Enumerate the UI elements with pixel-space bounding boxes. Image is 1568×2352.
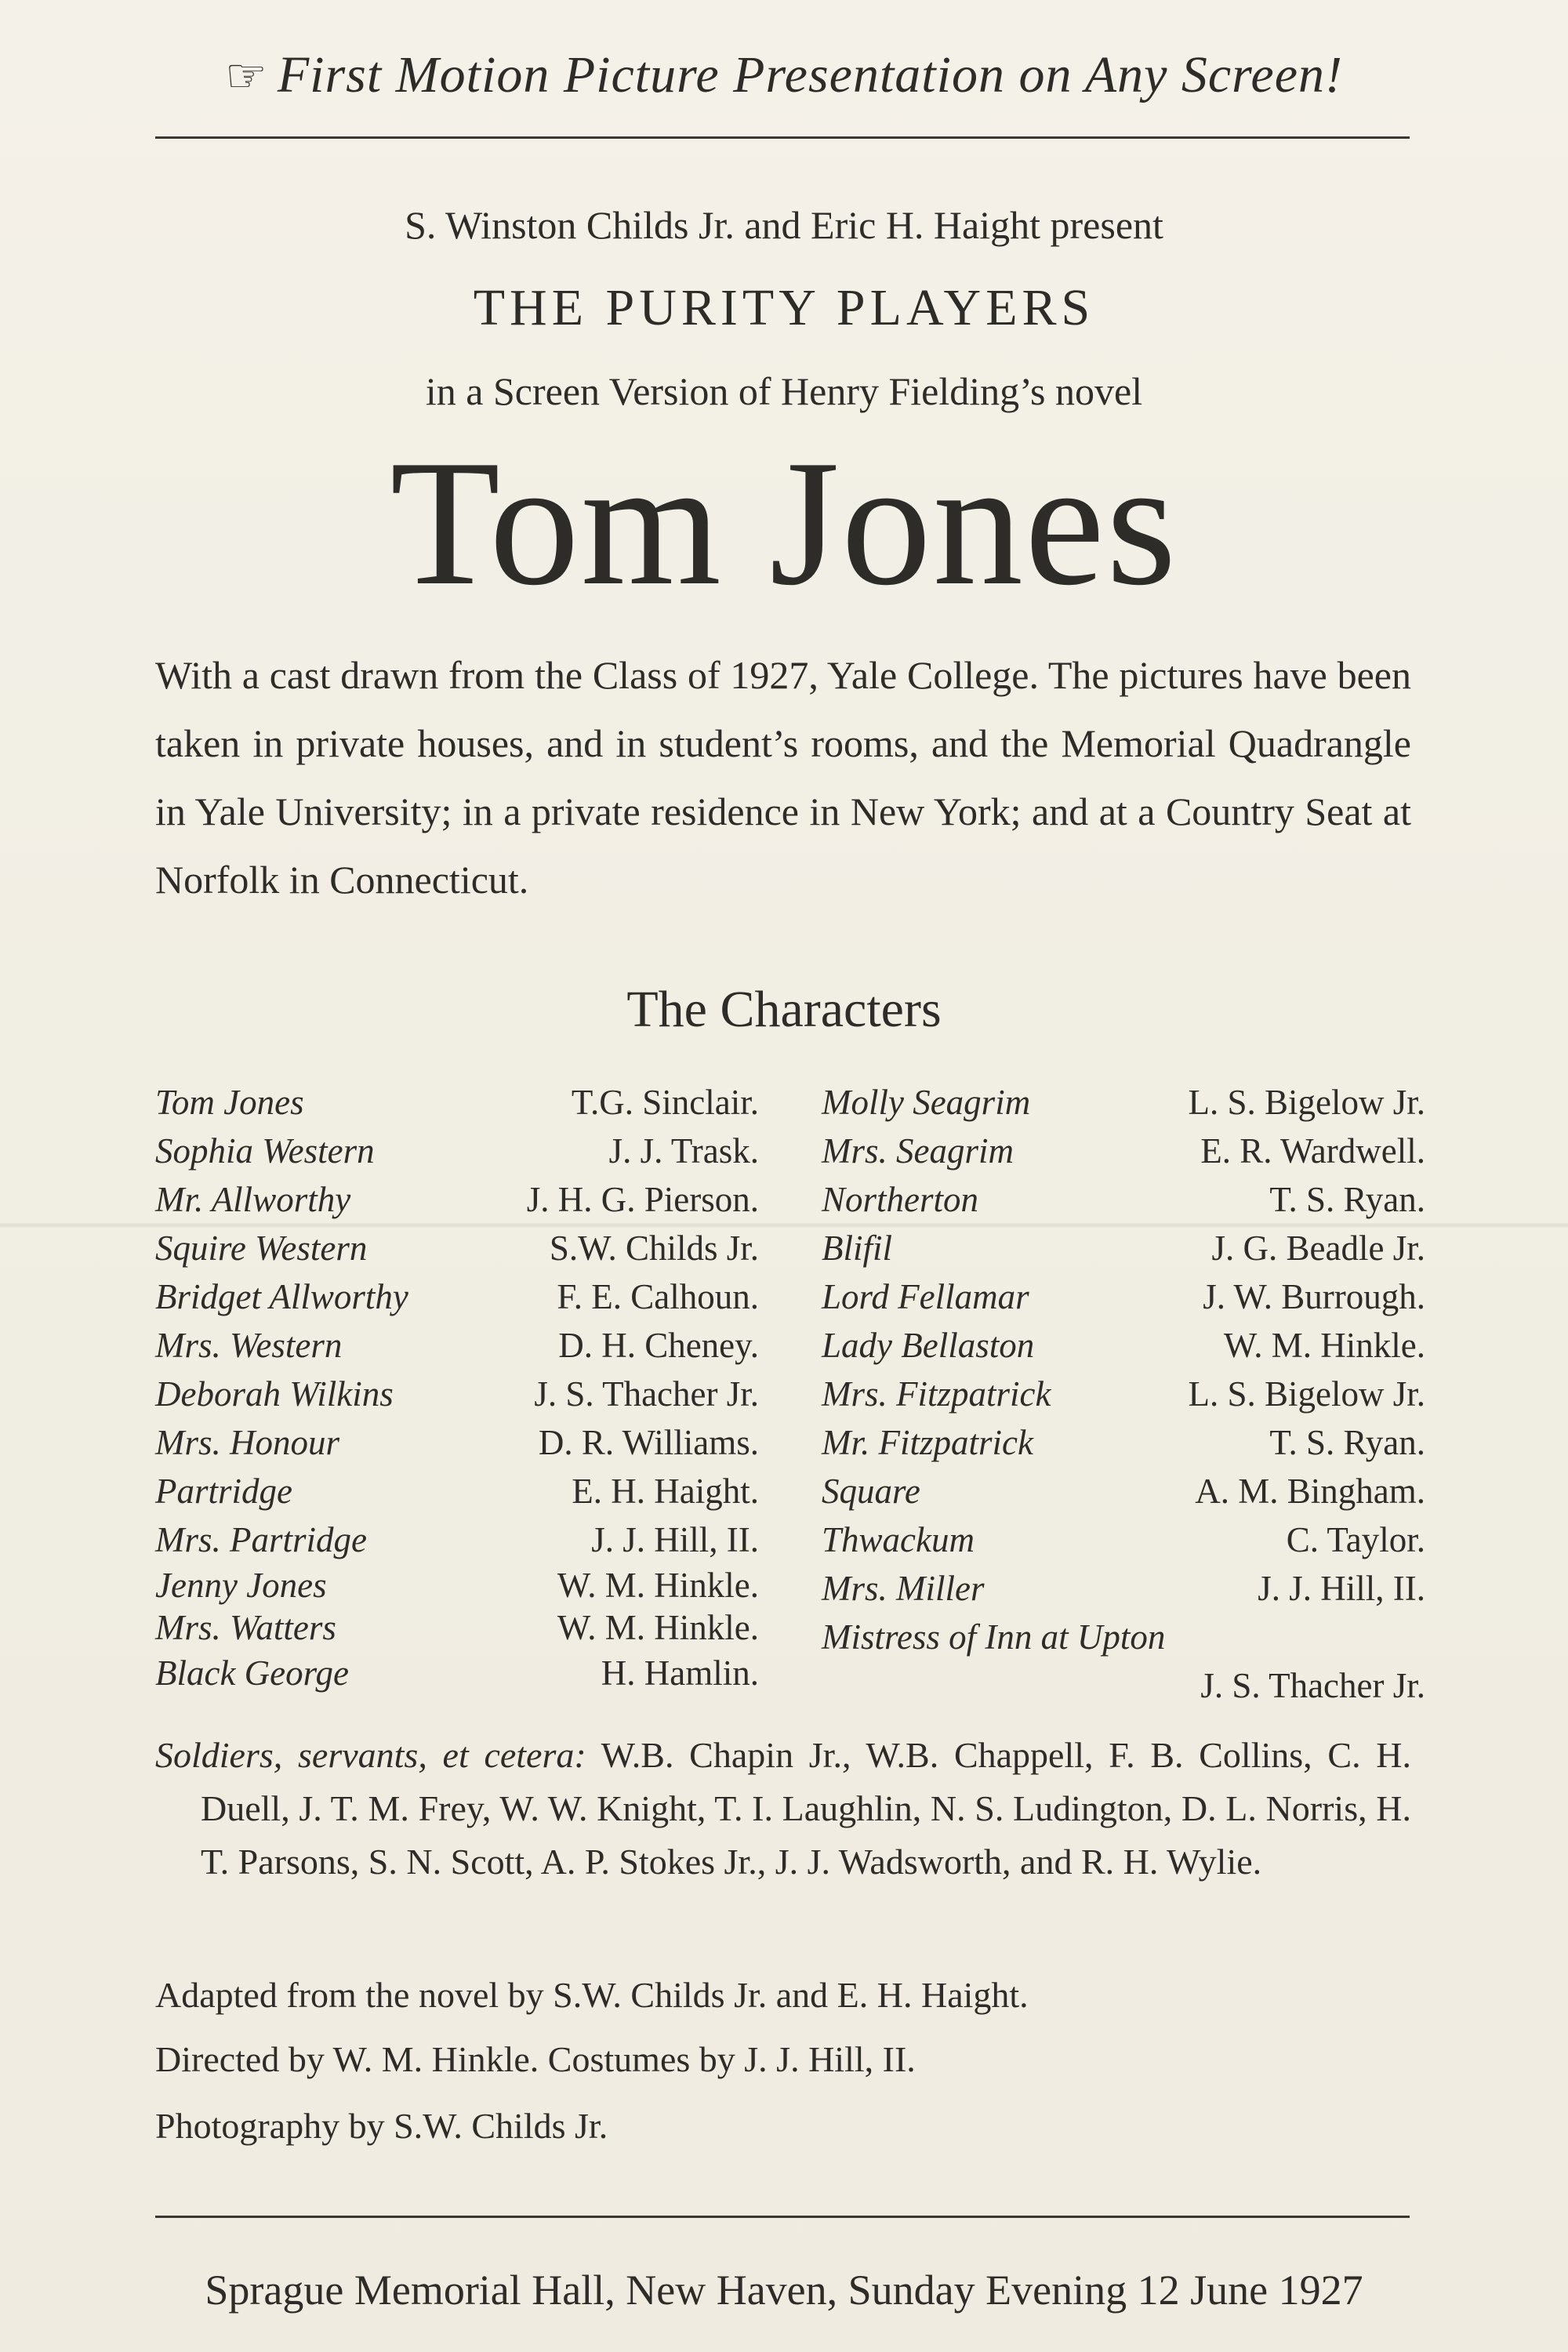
actor-name: A. M. Bingham. <box>1195 1472 1425 1511</box>
cast-row <box>155 1370 759 1418</box>
role-name: Jenny Jones <box>155 1566 327 1605</box>
role-name: Mrs. Miller <box>822 1569 985 1608</box>
cast-row <box>155 1272 759 1321</box>
cast-row <box>155 1649 759 1697</box>
actor-name: F. E. Calhoun. <box>557 1277 759 1316</box>
role-name: Lord Fellamar <box>822 1277 1029 1316</box>
actor-name: C. Taylor. <box>1286 1520 1425 1559</box>
extras-lead: Soldiers, servants, et cetera: <box>155 1735 586 1775</box>
role-name: Partridge <box>155 1472 292 1511</box>
cast-row <box>822 1224 1425 1272</box>
actor-name: D. R. Williams. <box>538 1423 759 1462</box>
role-name: Square <box>822 1472 920 1511</box>
role-name: Mistress of Inn at Upton <box>822 1617 1166 1657</box>
role-name: Deborah Wilkins <box>155 1374 394 1414</box>
banner <box>0 45 1568 105</box>
actor-name: J. W. Burrough. <box>1203 1277 1425 1316</box>
photography-credit: Photography by S.W. Childs Jr. <box>155 2106 608 2146</box>
adaptation-credit: Adapted from the novel by S.W. Childs Jr. and E. H. Haight. <box>155 1975 1029 2015</box>
role-name: Mrs. Fitzpatrick <box>822 1374 1051 1414</box>
role-name: Sophia Western <box>155 1131 375 1171</box>
actor-name: J. J. Hill, II. <box>591 1520 759 1559</box>
cast-row <box>822 1564 1425 1613</box>
actor-name: W. M. Hinkle. <box>557 1566 759 1605</box>
cast-list-right <box>822 1078 1425 1710</box>
role-name: Black George <box>155 1653 349 1693</box>
cast-row <box>822 1613 1425 1710</box>
banner-text: First Motion Picture Presentation on Any Screen! <box>277 46 1343 103</box>
role-name: Mrs. Western <box>155 1326 343 1365</box>
bottom-rule <box>155 2216 1410 2218</box>
page-title: Tom Jones <box>390 423 1178 622</box>
cast-row <box>155 1224 759 1272</box>
role-name: Molly Seagrim <box>822 1083 1031 1122</box>
cast-row <box>822 1127 1425 1175</box>
role-name: Mrs. Watters <box>155 1608 336 1647</box>
cast-row <box>822 1515 1425 1564</box>
role-name: Northerton <box>822 1180 979 1219</box>
cast-row <box>822 1321 1425 1370</box>
company-name: THE PURITY PLAYERS <box>473 279 1095 336</box>
actor-name: W. M. Hinkle. <box>557 1608 759 1647</box>
actor-name: L. S. Bigelow Jr. <box>1188 1374 1425 1414</box>
role-name: Mrs. Honour <box>155 1423 340 1462</box>
role-name: Bridget Allworthy <box>155 1277 408 1316</box>
intro-paragraph: With a cast drawn from the Class of 1927, Yale College. The pictures have been taken in private houses, and in student’s rooms, and the Memorial Quadrangle in Yale University; in a private residence in New York; and at a Country Seat at Norfolk in Connecticut. <box>155 653 1411 902</box>
role-name: Mrs. Partridge <box>155 1520 367 1559</box>
actor-name: J. S. Thacher Jr. <box>534 1374 759 1414</box>
pointing-hand-icon: ☞ <box>225 50 268 102</box>
cast-row <box>822 1467 1425 1515</box>
actor-name: T. S. Ryan. <box>1269 1423 1425 1462</box>
extras-names: W.B. Chapin Jr., W.B. Chappell, F. B. Collins, C. H. Duell, J. T. M. Frey, W. W. Knight, T. I. Laughlin, N. S. Ludington, D. L. Norris, H. T. Parsons, S. N. Scott, A. P. Stokes Jr., J. J. Wadsworth, and R. H. Wylie. <box>201 1735 1412 1882</box>
cast-row <box>155 1515 759 1564</box>
top-rule <box>155 136 1410 139</box>
presenters-line: S. Winston Childs Jr. and Eric H. Haight present <box>405 203 1163 247</box>
actor-name: W. M. Hinkle. <box>1223 1326 1425 1365</box>
cast-row <box>155 1127 759 1175</box>
cast-row <box>155 1175 759 1224</box>
actor-name: T. S. Ryan. <box>1269 1180 1425 1219</box>
actor-name: J. H. G. Pierson. <box>526 1180 759 1219</box>
extras-paragraph <box>155 1729 1411 1889</box>
role-name: Squire Western <box>155 1229 368 1268</box>
role-name: Tom Jones <box>155 1083 304 1122</box>
role-name: Lady Bellaston <box>822 1326 1035 1365</box>
actor-name: J. G. Beadle Jr. <box>1211 1229 1425 1268</box>
cast-row <box>822 1078 1425 1127</box>
actor-name: S.W. Childs Jr. <box>549 1229 759 1268</box>
role-name: Blifil <box>822 1229 892 1268</box>
role-name: Mr. Fitzpatrick <box>822 1423 1033 1462</box>
version-line: in a Screen Version of Henry Fielding’s novel <box>425 369 1143 413</box>
actor-name: L. S. Bigelow Jr. <box>1188 1083 1425 1122</box>
cast-list-left <box>155 1078 759 1697</box>
cast-row <box>155 1467 759 1515</box>
actor-name: H. Hamlin. <box>601 1653 759 1693</box>
venue-line: Sprague Memorial Hall, New Haven, Sunday Evening 12 June 1927 <box>205 2267 1363 2314</box>
cast-row <box>822 1272 1425 1321</box>
cast-row <box>155 1606 759 1649</box>
cast-row <box>822 1370 1425 1418</box>
actor-name: E. H. Haight. <box>572 1472 759 1511</box>
actor-name: J. S. Thacher Jr. <box>1200 1666 1425 1705</box>
actor-name: T.G. Sinclair. <box>571 1083 759 1122</box>
cast-row <box>822 1418 1425 1467</box>
actor-name: J. J. Hill, II. <box>1258 1569 1425 1608</box>
role-name: Mrs. Seagrim <box>822 1131 1014 1171</box>
role-name: Mr. Allworthy <box>155 1180 351 1219</box>
actor-name: J. J. Trask. <box>608 1131 759 1171</box>
cast-row <box>822 1175 1425 1224</box>
actor-name: D. H. Cheney. <box>558 1326 759 1365</box>
cast-row <box>155 1078 759 1127</box>
cast-row <box>155 1418 759 1467</box>
direction-credit: Directed by W. M. Hinkle. Costumes by J. J. Hill, II. <box>155 2039 916 2079</box>
role-name: Thwackum <box>822 1520 975 1559</box>
cast-row <box>155 1564 759 1606</box>
characters-heading: The Characters <box>626 981 942 1038</box>
actor-name: E. R. Wardwell. <box>1200 1131 1425 1171</box>
cast-row <box>155 1321 759 1370</box>
